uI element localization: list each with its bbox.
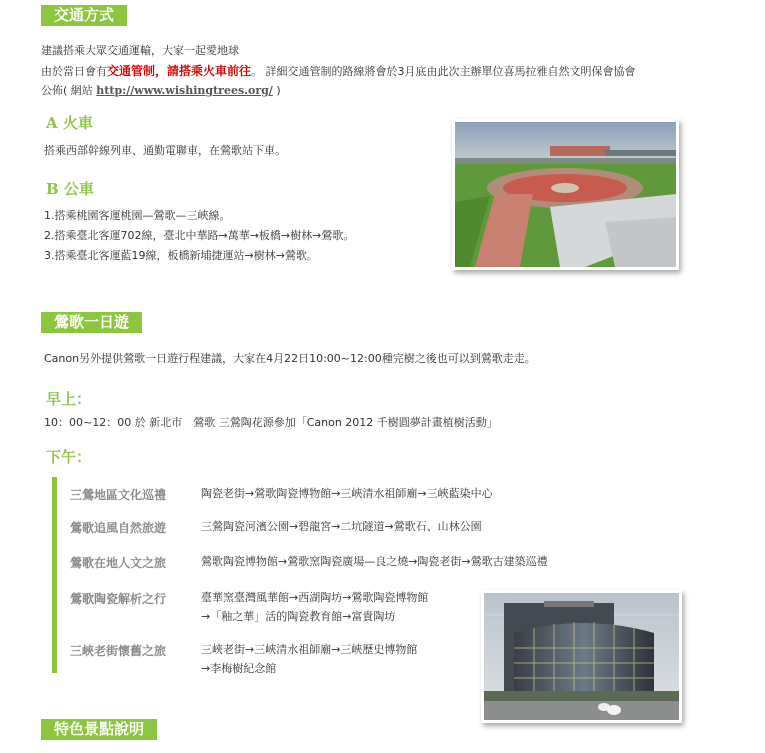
route-title-5: 三峽老街懷舊之旅 [70,644,167,658]
transport-intro-line1: 建議搭乘大眾交通運輸，大家一起愛地球 [41,44,239,57]
traffic-control-notice: 交通管制，請搭乘火車前往 [107,64,252,78]
bus-heading: B 公車 [46,180,94,198]
route-title-2: 鶯歌追風自然旅遊 [70,521,167,535]
section-heading-transport: 交通方式 [41,5,127,26]
bus-item-3: 3.搭乘臺北客運藍19線，板橋新埔捷運站→樹林→鶯歌。 [44,249,318,262]
transport-line2-pre: 由於當日會有 [41,65,107,78]
route-title-1: 三鶯地區文化巡禮 [70,488,167,502]
route-desc-4a: 臺華窯臺灣風華館→西湖陶坊→鶯歌陶瓷博物館 [201,591,429,604]
transport-line3-post: ) [272,84,281,97]
route-desc-3: 鶯歌陶瓷博物館→鶯歌窯陶瓷廣場—良之燒→陶瓷老街→鶯歌古建築巡禮 [201,555,548,568]
park-photo-image [455,122,676,267]
morning-text: 10：00~12：00 於 新北市 鶯歌 三鶯陶花源參加「Canon 2012 千樹圓夢計畫植樹活動」 [44,416,498,429]
museum-photo-image [484,593,679,720]
museum-photo [481,590,682,723]
routes-accent-bar [52,477,57,673]
transport-intro-line3 [41,83,281,99]
route-title-3: 鶯歌在地人文之旅 [70,556,167,570]
route-desc-2: 三鶯陶瓷河濱公園→碧龍宮→二坑隧道→鶯歌石、山林公園 [201,520,482,533]
website-link[interactable]: http://www.wishingtrees.org/ [96,84,273,97]
transport-line3-pre: 公佈( 網站 [41,84,97,97]
train-text: 搭乘西部幹線列車、通勤電聯車，在鶯歌站下車。 [44,144,286,157]
bus-item-1: 1.搭乘桃園客運桃園—鶯歌—三峽線。 [44,209,231,222]
day-trip-intro: Canon另外提供鶯歌一日遊行程建議，大家在4月22日10:00~12:00種完樹之後也可以到鶯歌走走。 [44,352,536,365]
transport-line2-post: 。 詳細交通管制的路線將會於3月底由此次主辦單位喜馬拉雅自然文明保會協會 [251,65,636,78]
route-title-4: 鶯歌陶瓷解析之行 [70,592,167,606]
route-desc-5a: 三峽老街→三峽清水祖師廟→三峽歷史博物館 [201,643,418,656]
transport-intro-line2 [41,63,636,80]
afternoon-heading: 下午： [46,448,92,466]
train-heading: A 火車 [46,114,93,132]
route-desc-5b: →李梅樹紀念館 [201,662,277,675]
park-photo [452,119,679,270]
bus-item-2: 2.搭乘臺北客運702線，臺北中華路→萬華→板橋→樹林→鶯歌。 [44,229,355,242]
section-heading-features: 特色景點說明 [41,719,157,740]
morning-heading: 早上： [46,390,92,408]
route-desc-1: 陶瓷老街→鶯歌陶瓷博物館→三峽清水祖師廟→三峽藍染中心 [201,487,493,500]
route-desc-4b: →「釉之華」活的陶瓷教育館→富貴陶坊 [201,610,396,623]
section-heading-day-trip: 鶯歌一日遊 [41,312,142,333]
